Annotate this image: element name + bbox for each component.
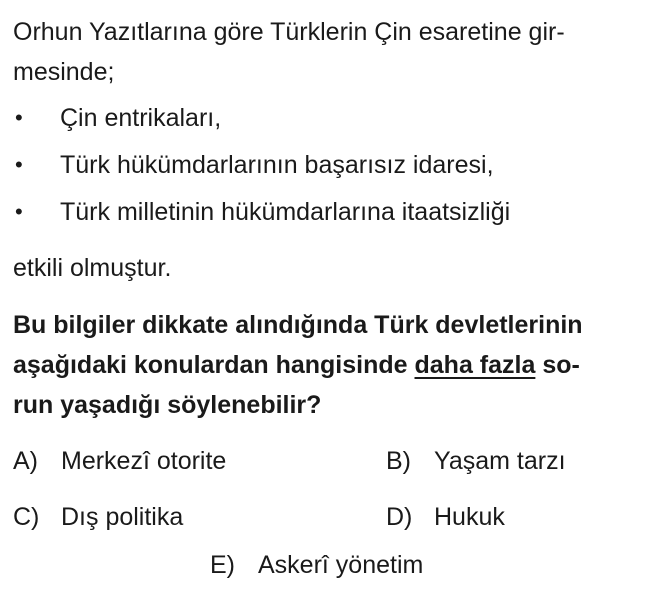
option-b[interactable] <box>386 446 566 476</box>
option-text: Dış politika <box>61 503 184 531</box>
bullet-icon: • <box>15 105 23 130</box>
question-line-2-start: aşağıdaki konulardan hangisinde <box>13 351 415 379</box>
option-letter: D) <box>386 503 413 531</box>
list-item-text: Türk hükümdarlarının başarısız idaresi, <box>60 151 494 179</box>
emphasis-underlined: daha fazla <box>414 351 536 379</box>
conclusion-text: etkili olmuştur. <box>13 254 172 282</box>
option-text: Yaşam tarzı <box>434 447 566 475</box>
option-text: Hukuk <box>434 503 505 531</box>
option-text: Merkezî otorite <box>61 447 227 475</box>
option-letter: B) <box>386 447 411 475</box>
question-line-1: Bu bilgiler dikkate alındığında Türk devletlerinin <box>13 311 583 339</box>
option-letter: E) <box>210 551 235 579</box>
option-e[interactable] <box>210 550 423 580</box>
question-line-2-end: so- <box>535 351 580 379</box>
bullet-icon: • <box>15 199 23 224</box>
list-item-text: Türk milletinin hükümdarlarına itaatsizliği <box>60 198 511 226</box>
question-line-2 <box>13 350 580 380</box>
intro-line-1: Orhun Yazıtlarına göre Türklerin Çin esaretine gir- <box>13 18 565 46</box>
option-text: Askerî yönetim <box>258 551 424 579</box>
intro-line-2: mesinde; <box>13 58 115 86</box>
list-item-text: Çin entrikaları, <box>60 104 222 132</box>
option-letter: C) <box>13 503 40 531</box>
option-d[interactable] <box>386 502 505 532</box>
option-c[interactable] <box>13 502 183 532</box>
question-line-3: run yaşadığı söylenebilir? <box>13 391 322 419</box>
option-a[interactable] <box>13 446 226 476</box>
bullet-icon: • <box>15 152 23 177</box>
option-letter: A) <box>13 447 38 475</box>
